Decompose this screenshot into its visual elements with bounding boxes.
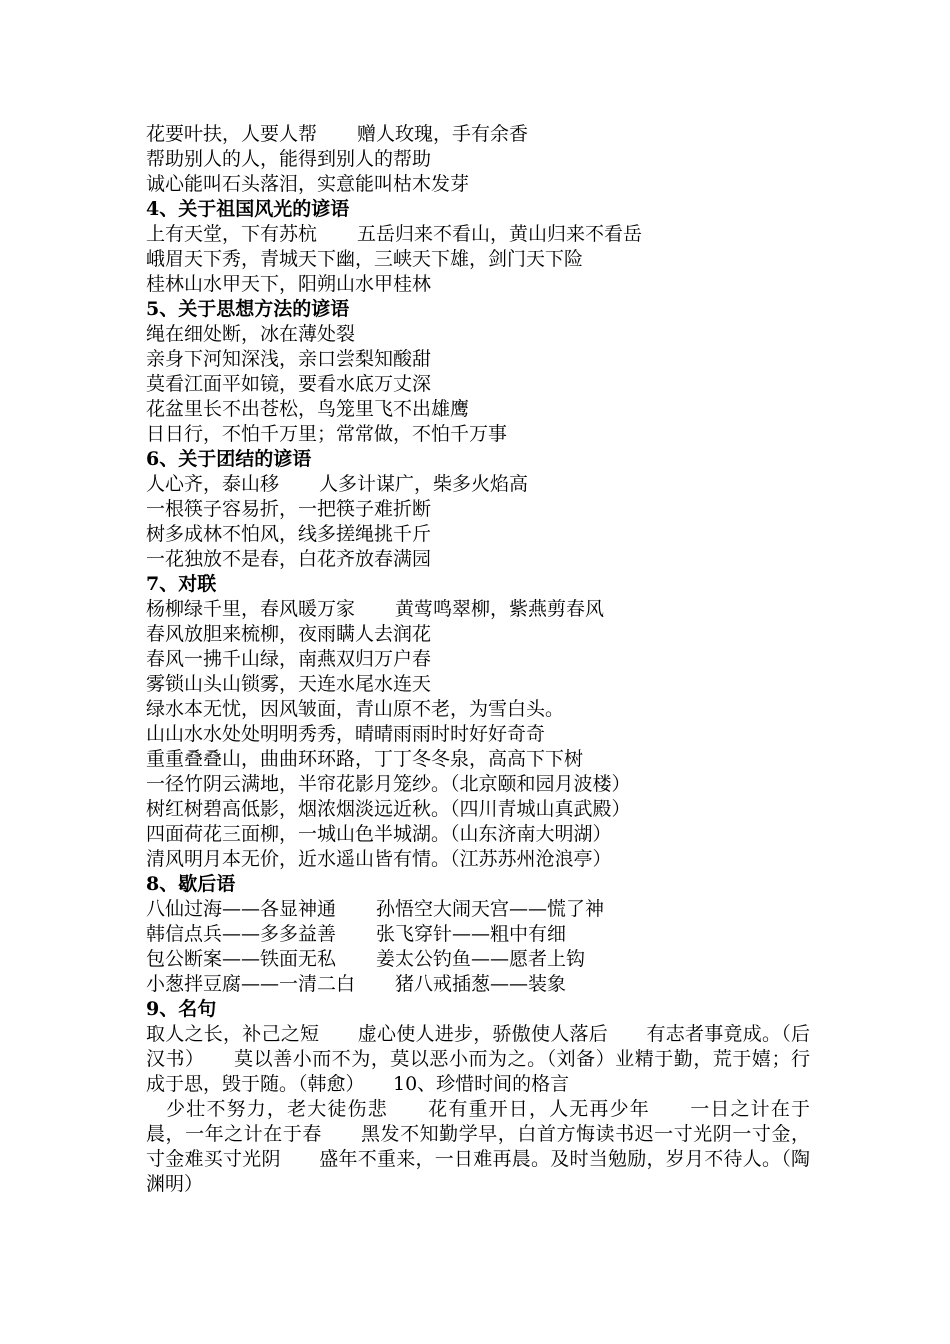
text-line: 诚心能叫石头落泪，实意能叫枯木发芽 — [146, 173, 470, 195]
text-line: 春风放胆来梳柳，夜雨瞒人去润花 — [146, 623, 432, 645]
text-line: 春风一拂千山绿，南燕双归万户春 — [146, 648, 432, 670]
text-line: 绿水本无忧，因风皱面，青山原不老，为雪白头。 — [146, 698, 565, 720]
text-line: 清风明月本无价，近水遥山皆有情。（江苏苏州沧浪亭） — [146, 848, 612, 870]
text-line: 重重叠叠山，曲曲环环路，丁丁冬冬泉，高高下下树 — [146, 748, 584, 770]
quotes-paragraph: 取人之长，补己之短 虚心使人进步，骄傲使人落后 有志者事竟成。（后汉书） 莫以善小而不为，莫以恶小而为之。（刘备）业精于勤，荒于嬉；行成于思，毁于随。（韩愈） 10、珍惜时间的格言 — [146, 1023, 810, 1095]
document-page — [146, 122, 810, 1197]
phrase-right: 猪八戒插葱——装象 — [395, 973, 567, 995]
text-line — [146, 122, 810, 147]
phrase-right: 人多计谋广，柴多火焰高 — [319, 473, 529, 495]
phrase-left: 杨柳绿千里，春风暖万家 — [146, 598, 356, 620]
text-line: 帮助别人的人，能得到别人的帮助 — [146, 148, 432, 170]
section-heading: 7、对联 — [146, 573, 217, 595]
phrase-right: 黄莺鸣翠柳，紫燕剪春风 — [395, 598, 605, 620]
text-lines — [146, 122, 810, 1022]
phrase-left: 小葱拌豆腐——一清二白 — [146, 973, 356, 995]
text-line: 一根筷子容易折，一把筷子难折断 — [146, 498, 432, 520]
text-line: 树红树碧高低影，烟浓烟淡远近秋。（四川青城山真武殿） — [146, 798, 631, 820]
phrase-left: 包公断案——铁面无私 — [146, 948, 337, 970]
phrase-left: 花要叶扶，人要人帮 — [146, 123, 318, 145]
text-line: 莫看江面平如镜，要看水底万丈深 — [146, 373, 432, 395]
phrase-left: 人心齐，泰山移 — [146, 473, 280, 495]
phrase-left: 上有天堂，下有苏杭 — [146, 223, 318, 245]
section-heading: 9、名句 — [146, 998, 217, 1020]
text-line: 绳在细处断，冰在薄处裂 — [146, 323, 356, 345]
text-line: 一花独放不是春，白花齐放春满园 — [146, 548, 432, 570]
text-line — [146, 972, 810, 997]
text-line — [146, 947, 810, 972]
text-line: 一径竹阴云满地，半帘花影月笼纱。（北京颐和园月波楼） — [146, 773, 631, 795]
text-line: 四面荷花三面柳，一城山色半城湖。（山东济南大明湖） — [146, 823, 612, 845]
phrase-right: 孙悟空大闹天宫——慌了神 — [376, 898, 605, 920]
text-line: 花盆里长不出苍松，鸟笼里飞不出雄鹰 — [146, 398, 470, 420]
phrase-right: 张飞穿针——粗中有细 — [376, 923, 567, 945]
time-paragraph: 少壮不努力，老大徒伤悲 花有重开日，人无再少年 一日之计在于晨，一年之计在于春 黑发不知勤学早，白首方悔读书迟一寸光阴一寸金，寸金难买寸光阴 盛年不重来，一日难再晨。及时当勉励，岁月不待人。（陶渊明） — [146, 1098, 810, 1195]
text-line — [146, 897, 810, 922]
text-line: 日日行，不怕千万里；常常做，不怕千万事 — [146, 423, 508, 445]
text-line: 雾锁山头山锁雾，天连水尾水连天 — [146, 673, 432, 695]
text-line: 桂林山水甲天下，阳朔山水甲桂林 — [146, 273, 432, 295]
text-line: 山山水水处处明明秀秀，晴晴雨雨时时好好奇奇 — [146, 723, 546, 745]
phrase-right: 五岳归来不看山，黄山归来不看岳 — [357, 223, 643, 245]
phrase-left: 韩信点兵——多多益善 — [146, 923, 337, 945]
text-line — [146, 922, 810, 947]
text-line: 树多成林不怕风，线多搓绳挑千斤 — [146, 523, 432, 545]
phrase-left: 八仙过海——各显神通 — [146, 898, 337, 920]
text-line — [146, 597, 810, 622]
section-heading: 6、关于团结的谚语 — [146, 448, 312, 470]
phrase-right: 赠人玫瑰，手有余香 — [357, 123, 529, 145]
text-line — [146, 222, 810, 247]
section-heading: 5、关于思想方法的谚语 — [146, 298, 350, 320]
text-line: 峨眉天下秀，青城天下幽，三峡天下雄，剑门天下险 — [146, 248, 584, 270]
phrase-right: 姜太公钓鱼——愿者上钩 — [376, 948, 586, 970]
section-heading: 8、歇后语 — [146, 873, 236, 895]
section-heading: 4、关于祖国风光的谚语 — [146, 198, 350, 220]
text-line — [146, 472, 810, 497]
text-line: 亲身下河知深浅，亲口尝梨知酸甜 — [146, 348, 432, 370]
